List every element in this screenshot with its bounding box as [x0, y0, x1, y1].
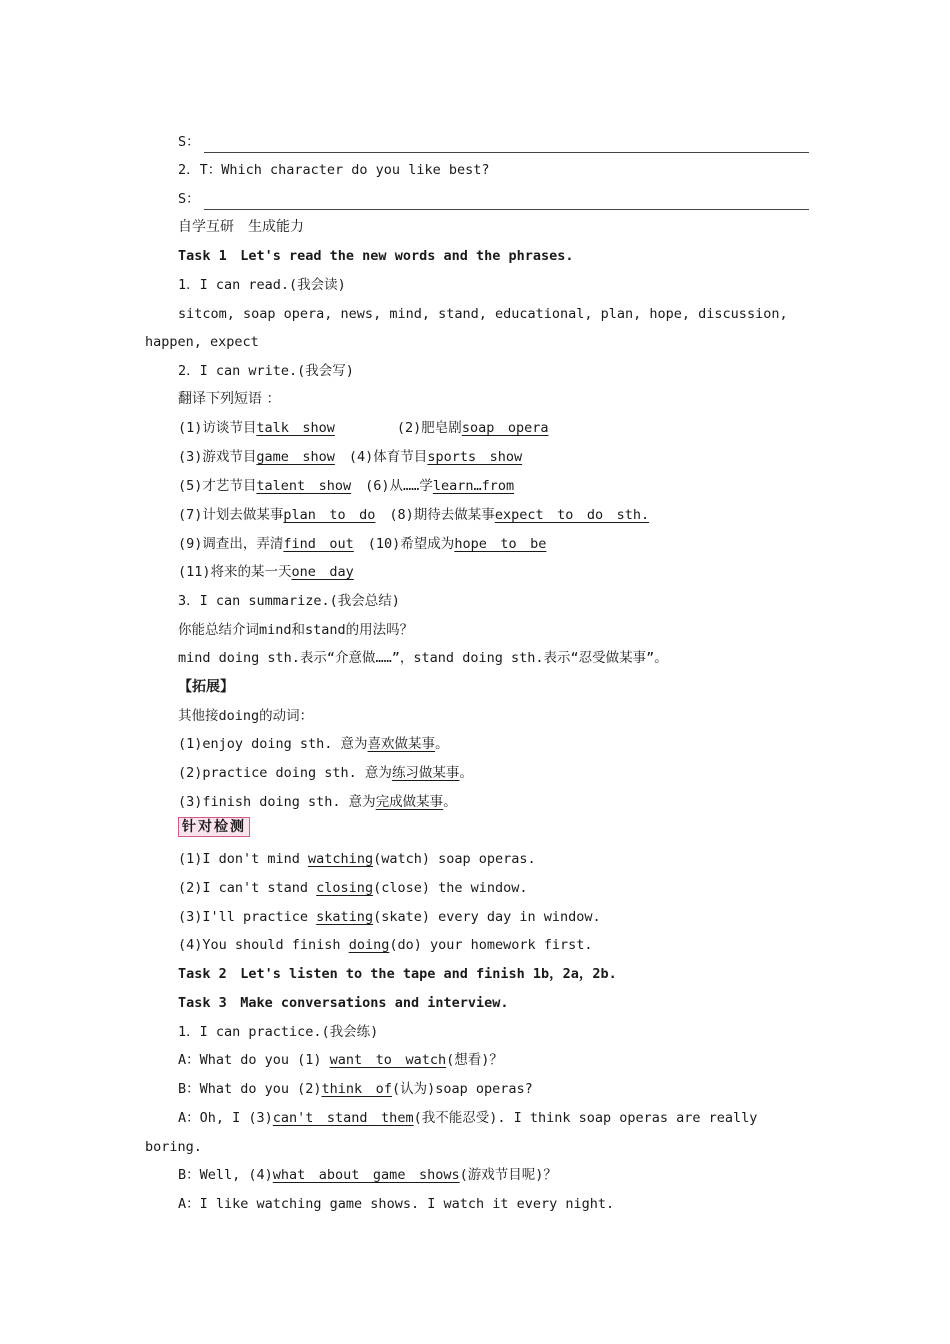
answer-blank: watching — [308, 851, 374, 867]
answer-line-s2: S： — [178, 188, 805, 210]
answer-blank: expect to do sth. — [494, 507, 650, 523]
section-heading: 自学互研 生成能力 — [178, 219, 304, 235]
answer-blank: closing — [316, 880, 374, 896]
check-item-4: (4)You should finish doing(do) your homework first. — [178, 937, 593, 953]
dialogue-line-5: A：I like watching game shows. I watch it every night. — [178, 1196, 615, 1212]
check-item-2: (2)I can't stand closing(close) the window. — [178, 880, 528, 896]
expand-item-2: (2)practice doing sth. 意为练习做某事。 — [178, 765, 473, 781]
summarize-answer: mind doing sth.表示“介意做……”，stand doing sth.表示“忍受做某事”。 — [178, 650, 668, 666]
answer-blank: hope to be — [454, 536, 547, 552]
answer-blank: learn…from — [432, 478, 515, 494]
summarize-question: 你能总结介词mind和stand的用法吗？ — [178, 622, 414, 638]
check-badge: 针对检测 — [178, 817, 250, 837]
task-3-heading: Task 3 Make conversations and interview. — [178, 995, 509, 1011]
phrase-row-4: (7)计划去做某事plan to do (8)期待去做某事expect to do sth. — [178, 507, 650, 523]
check-item-3: (3)I'll practice skating(skate) every day in window. — [178, 909, 601, 925]
dialogue-line-3: A：Oh, I (3)can't stand them(我不能忍受). I think soap operas are really — [178, 1110, 758, 1126]
answer-blank: find out — [283, 536, 354, 552]
answer-blank: skating — [316, 909, 374, 925]
question-2: 2．T：Which character do you like best? — [178, 162, 490, 178]
dialogue-line-4: B：Well, (4)what about game shows(游戏节目呢)？ — [178, 1167, 557, 1183]
answer-blank: want to watch — [329, 1052, 447, 1068]
answer-blank: talk show — [256, 420, 335, 436]
blank-line[interactable] — [204, 136, 809, 153]
answer-blank: sports show — [427, 449, 523, 465]
expand-heading: 【拓展】 — [178, 679, 234, 695]
read-title: 1．I can read.(我会读) — [178, 277, 346, 293]
practice-title: 1．I can practice.(我会练) — [178, 1024, 379, 1040]
phrase-row-1: (1)访谈节目talk show (2)肥皂剧soap opera — [178, 420, 549, 436]
summarize-title: 3．I can summarize.(我会总结) — [178, 593, 400, 609]
dialogue-line-1: A：What do you (1) want to watch(想看)？ — [178, 1052, 503, 1068]
phrase-row-3: (5)才艺节目talent show (6)从……学learn…from — [178, 478, 515, 494]
expand-item-3: (3)finish doing sth. 意为完成做某事。 — [178, 794, 457, 810]
dialogue-line-2: B：What do you (2)think of(认为)soap operas? — [178, 1081, 533, 1097]
answer-blank: plan to do — [283, 507, 376, 523]
answer-line-s1: S： — [178, 131, 805, 153]
translate-title: 翻译下列短语 ： — [178, 391, 281, 407]
task-2-heading: Task 2 Let's listen to the tape and finish 1b，2a，2b. — [178, 966, 617, 982]
answer-blank: can't stand them — [272, 1110, 414, 1126]
dialogue-line-3-cont: boring. — [145, 1139, 202, 1155]
word-list-line-1: sitcom, soap opera, news, mind, stand, educational, plan, hope, discussion, — [178, 306, 788, 322]
answer-blank: think of — [321, 1081, 392, 1097]
answer-blank: game show — [256, 449, 335, 465]
expand-intro: 其他接doing的动词： — [178, 708, 314, 724]
answer-blank: soap opera — [461, 420, 549, 436]
answer-blank: 完成做某事 — [375, 794, 444, 810]
answer-blank: doing — [348, 937, 390, 953]
answer-blank: talent show — [256, 478, 352, 494]
answer-blank: 喜欢做某事 — [367, 736, 436, 752]
phrase-row-6: (11)将来的某一天one day — [178, 564, 354, 580]
expand-item-1: (1)enjoy doing sth. 意为喜欢做某事。 — [178, 736, 449, 752]
phrase-row-2: (3)游戏节目game show (4)体育节目sports show — [178, 449, 523, 465]
check-badge-row — [178, 816, 805, 838]
answer-blank: 练习做某事 — [391, 765, 460, 781]
answer-blank: what about game shows — [272, 1167, 460, 1183]
check-item-1: (1)I don't mind watching(watch) soap operas. — [178, 851, 536, 867]
task-1-heading: Task 1 Let's read the new words and the phrases. — [178, 248, 574, 264]
write-title: 2．I can write.(我会写) — [178, 363, 354, 379]
word-list-line-2: happen, expect — [145, 334, 259, 350]
blank-line[interactable] — [204, 193, 809, 210]
answer-blank: one day — [291, 564, 354, 580]
phrase-row-5: (9)调查出，弄清find out (10)希望成为hope to be — [178, 536, 547, 552]
